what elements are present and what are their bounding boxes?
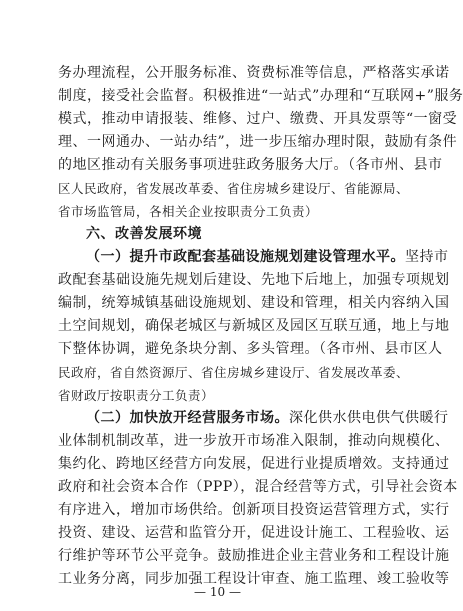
text-line: 下整体协调，避免条块分割、多头管理。（各市州、县市区人 xyxy=(58,341,443,357)
text-line: 工业务分离，同步加强工程设计审查、施工监理、竣工验收等 xyxy=(58,571,450,587)
subsection-title: （一）提升市政配套基础设施规划建设管理水平。 xyxy=(86,249,405,265)
responsibility-note: 省财政厅按职责分工负责） xyxy=(58,388,215,403)
page-number: — 10 — xyxy=(194,585,241,599)
responsibility-note: 区人民政府，省发展改革委、省住房城乡建设厅、省能源局、 xyxy=(58,181,410,196)
text-line: 集约化、跨地区经营方向发展，促进行业提质增效。支持通过 xyxy=(58,456,450,472)
text-line: 业体制机制改革，进一步放开市场准入限制，推动向规模化、 xyxy=(58,433,450,449)
text-line: 政配套基础设施先规划后建设、先地下后地上，加强专项规划 xyxy=(58,272,450,288)
text-line xyxy=(58,407,449,430)
section-heading: 六、改善发展环境 xyxy=(86,226,202,242)
text-line: 行维护等环节公平竞争。鼓励推进企业主营业务和工程设计施 xyxy=(58,548,450,564)
text-run: 深化供水供电供气供暖行 xyxy=(289,410,449,426)
subsection-title: （二）加快放开经营服务市场。 xyxy=(86,410,289,426)
text-line: 模式，推动申请报装、维修、过户、缴费、开具发票等“一窗受 xyxy=(58,111,458,127)
text-line: 编制，统筹城镇基础设施规划、建设和管理，相关内容纳入国 xyxy=(58,295,450,311)
text-line: 投资、建设、运营和监管分开，促进设计施工、工程验收、运 xyxy=(58,525,450,541)
page-body xyxy=(58,62,463,591)
text-line: 的地区推动有关服务事项进驻政务服务大厅。（各市州、县市 xyxy=(58,157,443,173)
text-line xyxy=(58,246,449,269)
text-line: 有序进入，增加市场供给。创新项目投资运营管理方式，实行 xyxy=(58,502,450,518)
text-line: 制度，接受社会监督。积极推进“一站式”办理和“互联网+”服务 xyxy=(58,88,463,104)
responsibility-note: 民政府，省自然资源厅、省住房城乡建设厅、省发展改革委、 xyxy=(58,365,410,380)
text-line: 理、一网通办、一站办结”，进一步压缩办理时限，鼓励有条件 xyxy=(58,134,458,150)
text-line: 土空间规划，确保老城区与新城区及园区互联互通，地上与地 xyxy=(58,318,450,334)
text-line: 务办理流程，公开服务标准、资费标准等信息，严格落实承诺 xyxy=(58,65,450,81)
responsibility-note: 省市场监管局，各相关企业按职责分工负责） xyxy=(58,204,319,219)
text-line: 政府和社会资本合作（PPP），混合经营等方式，引导社会资本 xyxy=(58,479,458,495)
text-run: 坚持市 xyxy=(405,249,449,265)
